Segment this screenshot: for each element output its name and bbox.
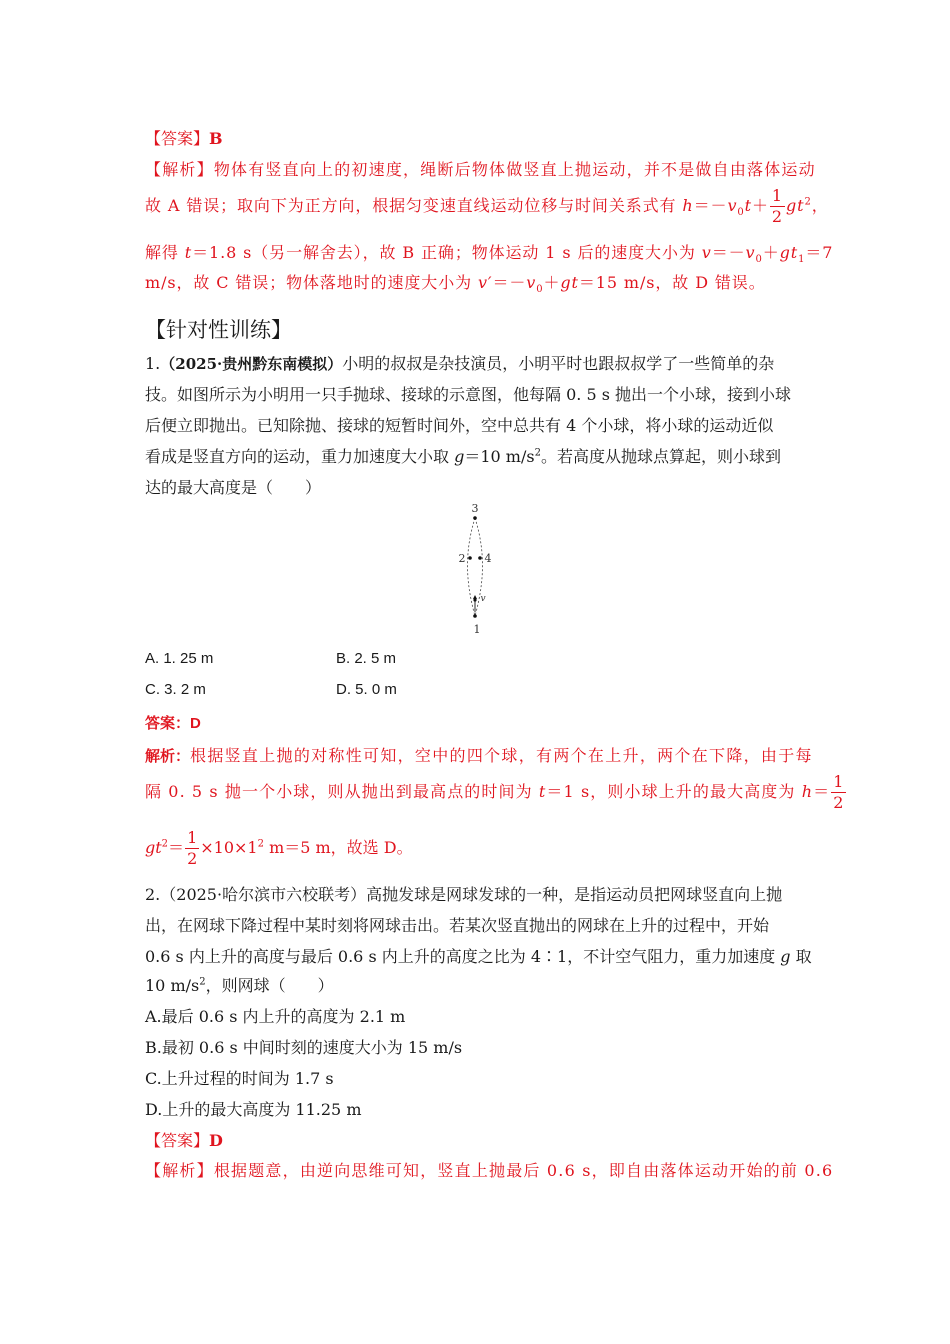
svg-text:v: v [480, 594, 486, 604]
q1-line-4: 看成是竖直方向的运动，重力加速度大小取 g＝10 $m/s^2$。若高度从抛球点算起，则小球到 [145, 447, 781, 466]
q2-explanation-line-1: 【解析】根据题意，由逆向思维可知，竖直上抛最后 0.6 s，即自由落体运动开始的前 0.6 [145, 1161, 834, 1180]
explanation-line-2: 故 A 错误；取向下为正方向，根据匀变速直线运动位移与时间关系式有 $h=-v_0t+$ $\frac{1}{2}$ $gt^2$， [145, 186, 829, 226]
q2-option-c: C.上升过程的时间为 1.7 s [145, 1069, 334, 1088]
answer-line [145, 126, 223, 149]
q2-answer [145, 1128, 223, 1151]
q1-explanation-line-2: 隔 0. 5 s 抛一个小球，则从抛出到最高点的时间为 t＝1 s，则小球上升的最大高度为 h＝ $\frac{1}{2}$ [145, 772, 845, 812]
q1-option-d: D. 5. 0 m [336, 681, 397, 698]
q1-explanation-line-3: $gt^2=$ $\frac{1}{2}$ $\times 10\times 1^2$ m＝5 m，故选 D。 [145, 828, 413, 868]
q1-option-a: A. 1. 25 m [145, 650, 214, 667]
q1-option-b: B. 2. 5 m [336, 650, 397, 667]
answer-tag: 【答案】 [145, 1131, 210, 1150]
q1-line-3: 后便立即抛出。已知除抛、接球的短暂时间外，空中总共有 4 个小球，将小球的运动近似 [145, 416, 774, 435]
svg-text:4: 4 [484, 552, 492, 565]
q2-source: （2025·哈尔滨市六校联考） [160, 885, 367, 904]
q2-line-2: 出，在网球下降过程中某时刻将网球击出。若某次竖直抛出的网球在上升的过程中，开始 [145, 916, 770, 935]
q2-line-4: 10 $m/s^2$，则网球（ ） [145, 976, 334, 995]
answer-tag: 【答案】 [145, 129, 210, 148]
q1-number: 1. [145, 354, 161, 373]
svg-text:2: 2 [458, 552, 466, 565]
fraction: $\frac{1}{2}$ [187, 828, 198, 868]
juggling-figure [445, 500, 505, 640]
q1-answer: 答案：D [145, 715, 201, 732]
fraction: $\frac{1}{2}$ [833, 772, 845, 812]
svg-text:3: 3 [471, 502, 479, 515]
q1-source: （2025·贵州黔东南模拟） [160, 355, 343, 373]
ball-2 [468, 556, 472, 560]
arrow-head-icon [473, 595, 477, 599]
explanation-line-3: 解得 t＝1.8 s（另一解舍去），故 B 正确；物体运动 1 s 后的速度大小为 $v=-v_0+gt_1=7$ [145, 243, 834, 266]
svg-text:1: 1 [473, 623, 481, 636]
q1-line-1: 1.（2025·贵州黔东南模拟）小明的叔叔是杂技演员，小明平时也跟叔叔学了一些简单的杂 [145, 354, 775, 373]
q2-option-b: B.最初 0.6 s 中间时刻的速度大小为 15 m/s [145, 1038, 463, 1057]
answer-value: D [209, 1131, 223, 1150]
q2-line-3: 0.6 s 内上升的高度与最后 0.6 s 内上升的高度之比为 4∶1，不计空气阻力，重力加速度 g 取 [145, 947, 812, 966]
explanation-line-4: m/s，故 C 错误；物体落地时的速度大小为 $v'=-v_0+gt=15$ m/s，故 D 错误。 [145, 273, 766, 296]
q2-option-d: D.上升的最大高度为 11.25 m [145, 1100, 362, 1119]
ball-1 [473, 614, 477, 618]
q1-line-2: 技。如图所示为小明用一只手抛球、接球的示意图，他每隔 0. 5 s 抛出一个小球，接到小球 [145, 385, 792, 404]
explanation-tag: 【解析】 [145, 1161, 214, 1180]
ball-4 [478, 556, 482, 560]
q2-option-a: A.最后 0.6 s 内上升的高度为 2.1 m [145, 1007, 406, 1026]
ball-3 [473, 516, 477, 520]
fraction: $\frac{1}{2}$ [771, 186, 784, 226]
q1-explanation-line-1: 解析：根据竖直上抛的对称性可知，空中的四个球，有两个在上升，两个在下降，由于每 [145, 746, 813, 765]
explanation-line-1: 【解析】物体有竖直向上的初速度，绳断后物体做竖直上抛运动，并不是做自由落体运动 [145, 160, 816, 179]
q2-number: 2. [145, 885, 161, 904]
answer-value: B [209, 129, 223, 148]
q1-option-c: C. 3. 2 m [145, 681, 206, 698]
q2-line-1: 2.（2025·哈尔滨市六校联考）高抛发球是网球发球的一种，是指运动员把网球竖直向上抛 [145, 885, 783, 904]
section-title: 【针对性训练】 [145, 318, 292, 342]
explanation-tag: 【解析】 [145, 160, 214, 179]
q1-line-5: 达的最大高度是（ ） [145, 478, 322, 497]
